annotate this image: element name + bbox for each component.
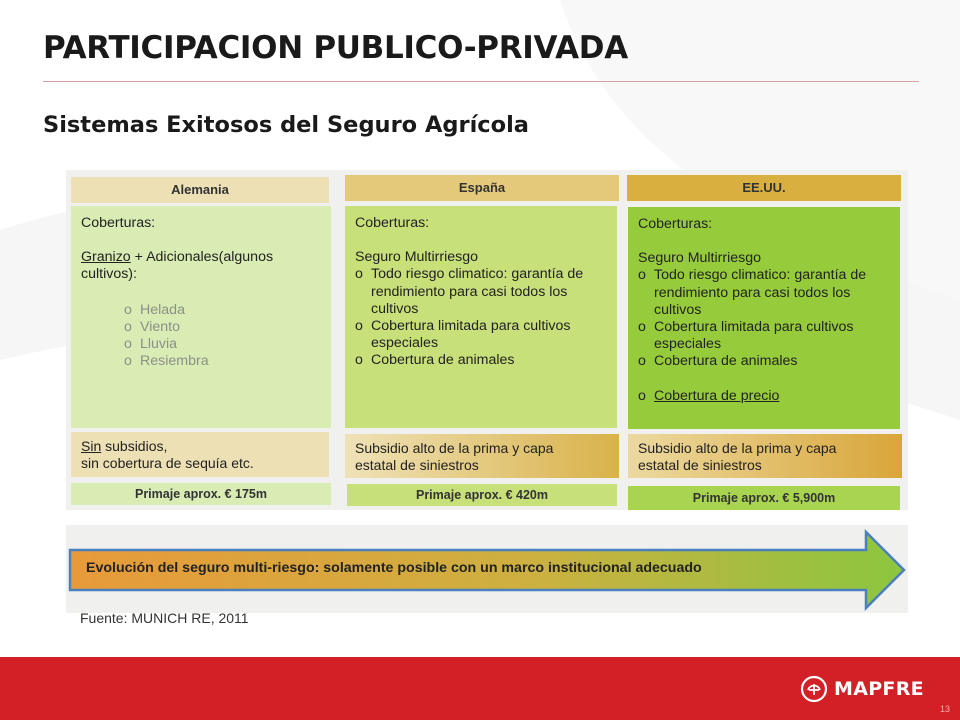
subsidy-rest: subsidios, — [101, 438, 168, 454]
list-item: o Cobertura limitada para cultivos especiales — [638, 319, 878, 353]
premium-box-espana: Primaje aprox. € 420m — [347, 484, 617, 506]
coverage-intro-underlined: Granizo — [81, 249, 131, 266]
coverage-list — [355, 266, 595, 369]
coverage-label: Coberturas: — [81, 215, 156, 231]
list-item: o Cobertura de animales — [355, 352, 595, 369]
subsidy-line2: sin cobertura de sequía etc. — [81, 455, 254, 471]
coverage-list — [638, 267, 878, 404]
list-item — [638, 388, 878, 405]
coverage-intro: Seguro Multirriesgo — [355, 249, 479, 266]
logo-wordmark: MAPFRE — [834, 678, 924, 700]
slide-subtitle: Sistemas Exitosos del Seguro Agrícola — [43, 112, 529, 138]
list-item: o Cobertura de animales — [638, 353, 878, 370]
column-header-eeuu: EE.UU. — [627, 175, 901, 201]
list-item: o Cobertura limitada para cultivos especiales — [355, 318, 595, 352]
coverage-label: Coberturas: — [355, 215, 430, 231]
coverage-box-espana — [345, 206, 617, 428]
mapfre-logo — [800, 675, 924, 703]
coverage-intro — [81, 249, 316, 283]
coverage-intro-rest: + Adicionales(algunos cultivos): — [81, 249, 274, 283]
subsidy-box-espana: Subsidio alto de la prima y capa estatal de siniestros — [345, 434, 619, 478]
list-item: o Helada — [124, 302, 321, 319]
coverage-list — [124, 302, 321, 371]
list-item: o Viento — [124, 319, 321, 336]
coverage-box-alemania — [71, 206, 331, 428]
page-number: 13 — [940, 704, 951, 714]
column-header-alemania: Alemania — [71, 177, 329, 203]
coverage-label: Coberturas: — [638, 216, 713, 232]
subsidy-box-eeuu: Subsidio alto de la prima y capa estatal de siniestros — [628, 434, 902, 478]
coverage-extra: Cobertura de precio — [654, 387, 780, 404]
mapfre-emblem-icon — [800, 675, 828, 703]
list-item: o Todo riesgo climatico: garantía de rendimiento para casi todos los cultivos — [638, 267, 878, 319]
subsidy-underlined: Sin — [81, 438, 102, 454]
slide-title: PARTICIPACION PUBLICO-PRIVADA — [43, 30, 628, 66]
evolution-text: Evolución del seguro multi-riesgo: solamente posible con un marco institucional adecuado — [86, 560, 702, 576]
column-header-espana: España — [345, 175, 619, 201]
subsidy-box-alemania — [71, 432, 329, 477]
premium-box-eeuu: Primaje aprox. € 5,900m — [628, 486, 900, 510]
premium-box-alemania: Primaje aprox. € 175m — [71, 483, 331, 505]
coverage-box-eeuu — [628, 207, 900, 429]
list-item: o Todo riesgo climatico: garantía de rendimiento para casi todos los cultivos — [355, 266, 595, 318]
source-citation: Fuente: MUNICH RE, 2011 — [80, 610, 249, 626]
list-item: o Resiembra — [124, 353, 321, 370]
coverage-intro: Seguro Multirriesgo — [638, 250, 762, 267]
list-item: o Lluvia — [124, 336, 321, 353]
title-divider — [43, 81, 919, 82]
